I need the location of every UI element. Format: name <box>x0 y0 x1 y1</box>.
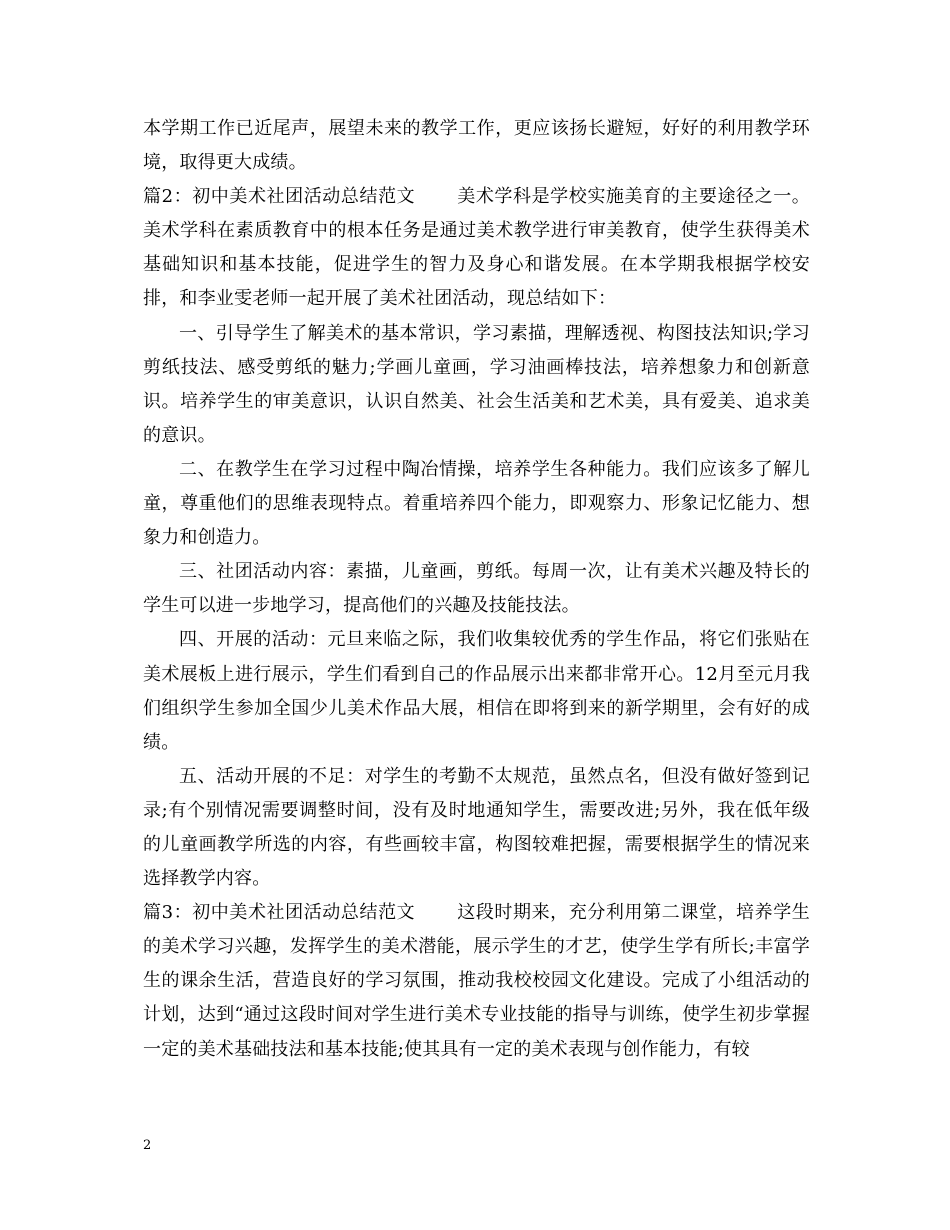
paragraph-text: 三、社团活动内容：素描，儿童画，剪纸。每周一次，让有美术兴趣及特长的学生可以进一步地学习，提高他们的兴趣及技能技法。 <box>143 561 810 617</box>
section-heading: 篇3：初中美术社团活动总结范文 <box>143 902 416 924</box>
document-body <box>143 112 810 1067</box>
section-paragraph <box>143 896 810 1066</box>
paragraph <box>143 555 810 623</box>
paragraph <box>143 760 810 896</box>
paragraph-text: 美术学科是学校实施美育的主要途径之一。美术学科在素质教育中的根本任务是通过美术教学进行审美教育，使学生获得美术基础知识和基本技能，促进学生的智力及身心和谐发展。在本学期我根据学校安排，和李业雯老师一起开展了美术社团活动，现总结如下： <box>143 186 810 310</box>
paragraph <box>143 453 810 555</box>
page-number: 2 <box>143 1138 152 1153</box>
section-heading: 篇2：初中美术社团活动总结范文 <box>143 186 416 208</box>
paragraph-text: 四、开展的活动：元旦来临之际，我们收集较优秀的学生作品，将它们张贴在美术展板上进行展示，学生们看到自己的作品展示出来都非常开心。12月至元月我们组织学生参加全国少儿美术作品大展，相信在即将到来的新学期里，会有好的成绩。 <box>143 629 810 753</box>
paragraph <box>143 623 810 759</box>
paragraph <box>143 317 810 453</box>
paragraph-text: 五、活动开展的不足：对学生的考勤不太规范，虽然点名，但没有做好签到记录;有个别情况需要调整时间，没有及时地通知学生，需要改进;另外，我在低年级的儿童画教学所选的内容，有些画较丰富，构图较难把握，需要根据学生的情况来选择教学内容。 <box>143 765 810 890</box>
paragraph <box>143 112 810 180</box>
paragraph-text: 一、引导学生了解美术的基本常识，学习素描，理解透视、构图技法知识;学习剪纸技法、感受剪纸的魅力;学画儿童画，学习油画棒技法，培养想象力和创新意识。培养学生的审美意识，认识自然美、社会生活美和艺术美，具有爱美、追求美的意识。 <box>143 322 810 446</box>
paragraph-text: 本学期工作已近尾声，展望未来的教学工作，更应该扬长避短，好好的利用教学环境，取得更大成绩。 <box>143 118 810 174</box>
section-paragraph <box>143 180 810 316</box>
paragraph-text: 二、在教学生在学习过程中陶冶情操，培养学生各种能力。我们应该多了解儿童，尊重他们的思维表现特点。着重培养四个能力，即观察力、形象记忆能力、想象力和创造力。 <box>143 458 810 549</box>
paragraph-text: 这段时期来，充分利用第二课堂，培养学生的美术学习兴趣，发挥学生的美术潜能，展示学生的才艺，使学生学有所长;丰富学生的课余生活，营造良好的学习氛围，推动我校校园文化建设。完成了小组活动的计划，达到“通过这段时间对学生进行美术专业技能的指导与训练，使学生初步掌握一定的美术基础技法和基本技能;使其具有一定的美术表现与创作能力，有较 <box>143 902 810 1060</box>
